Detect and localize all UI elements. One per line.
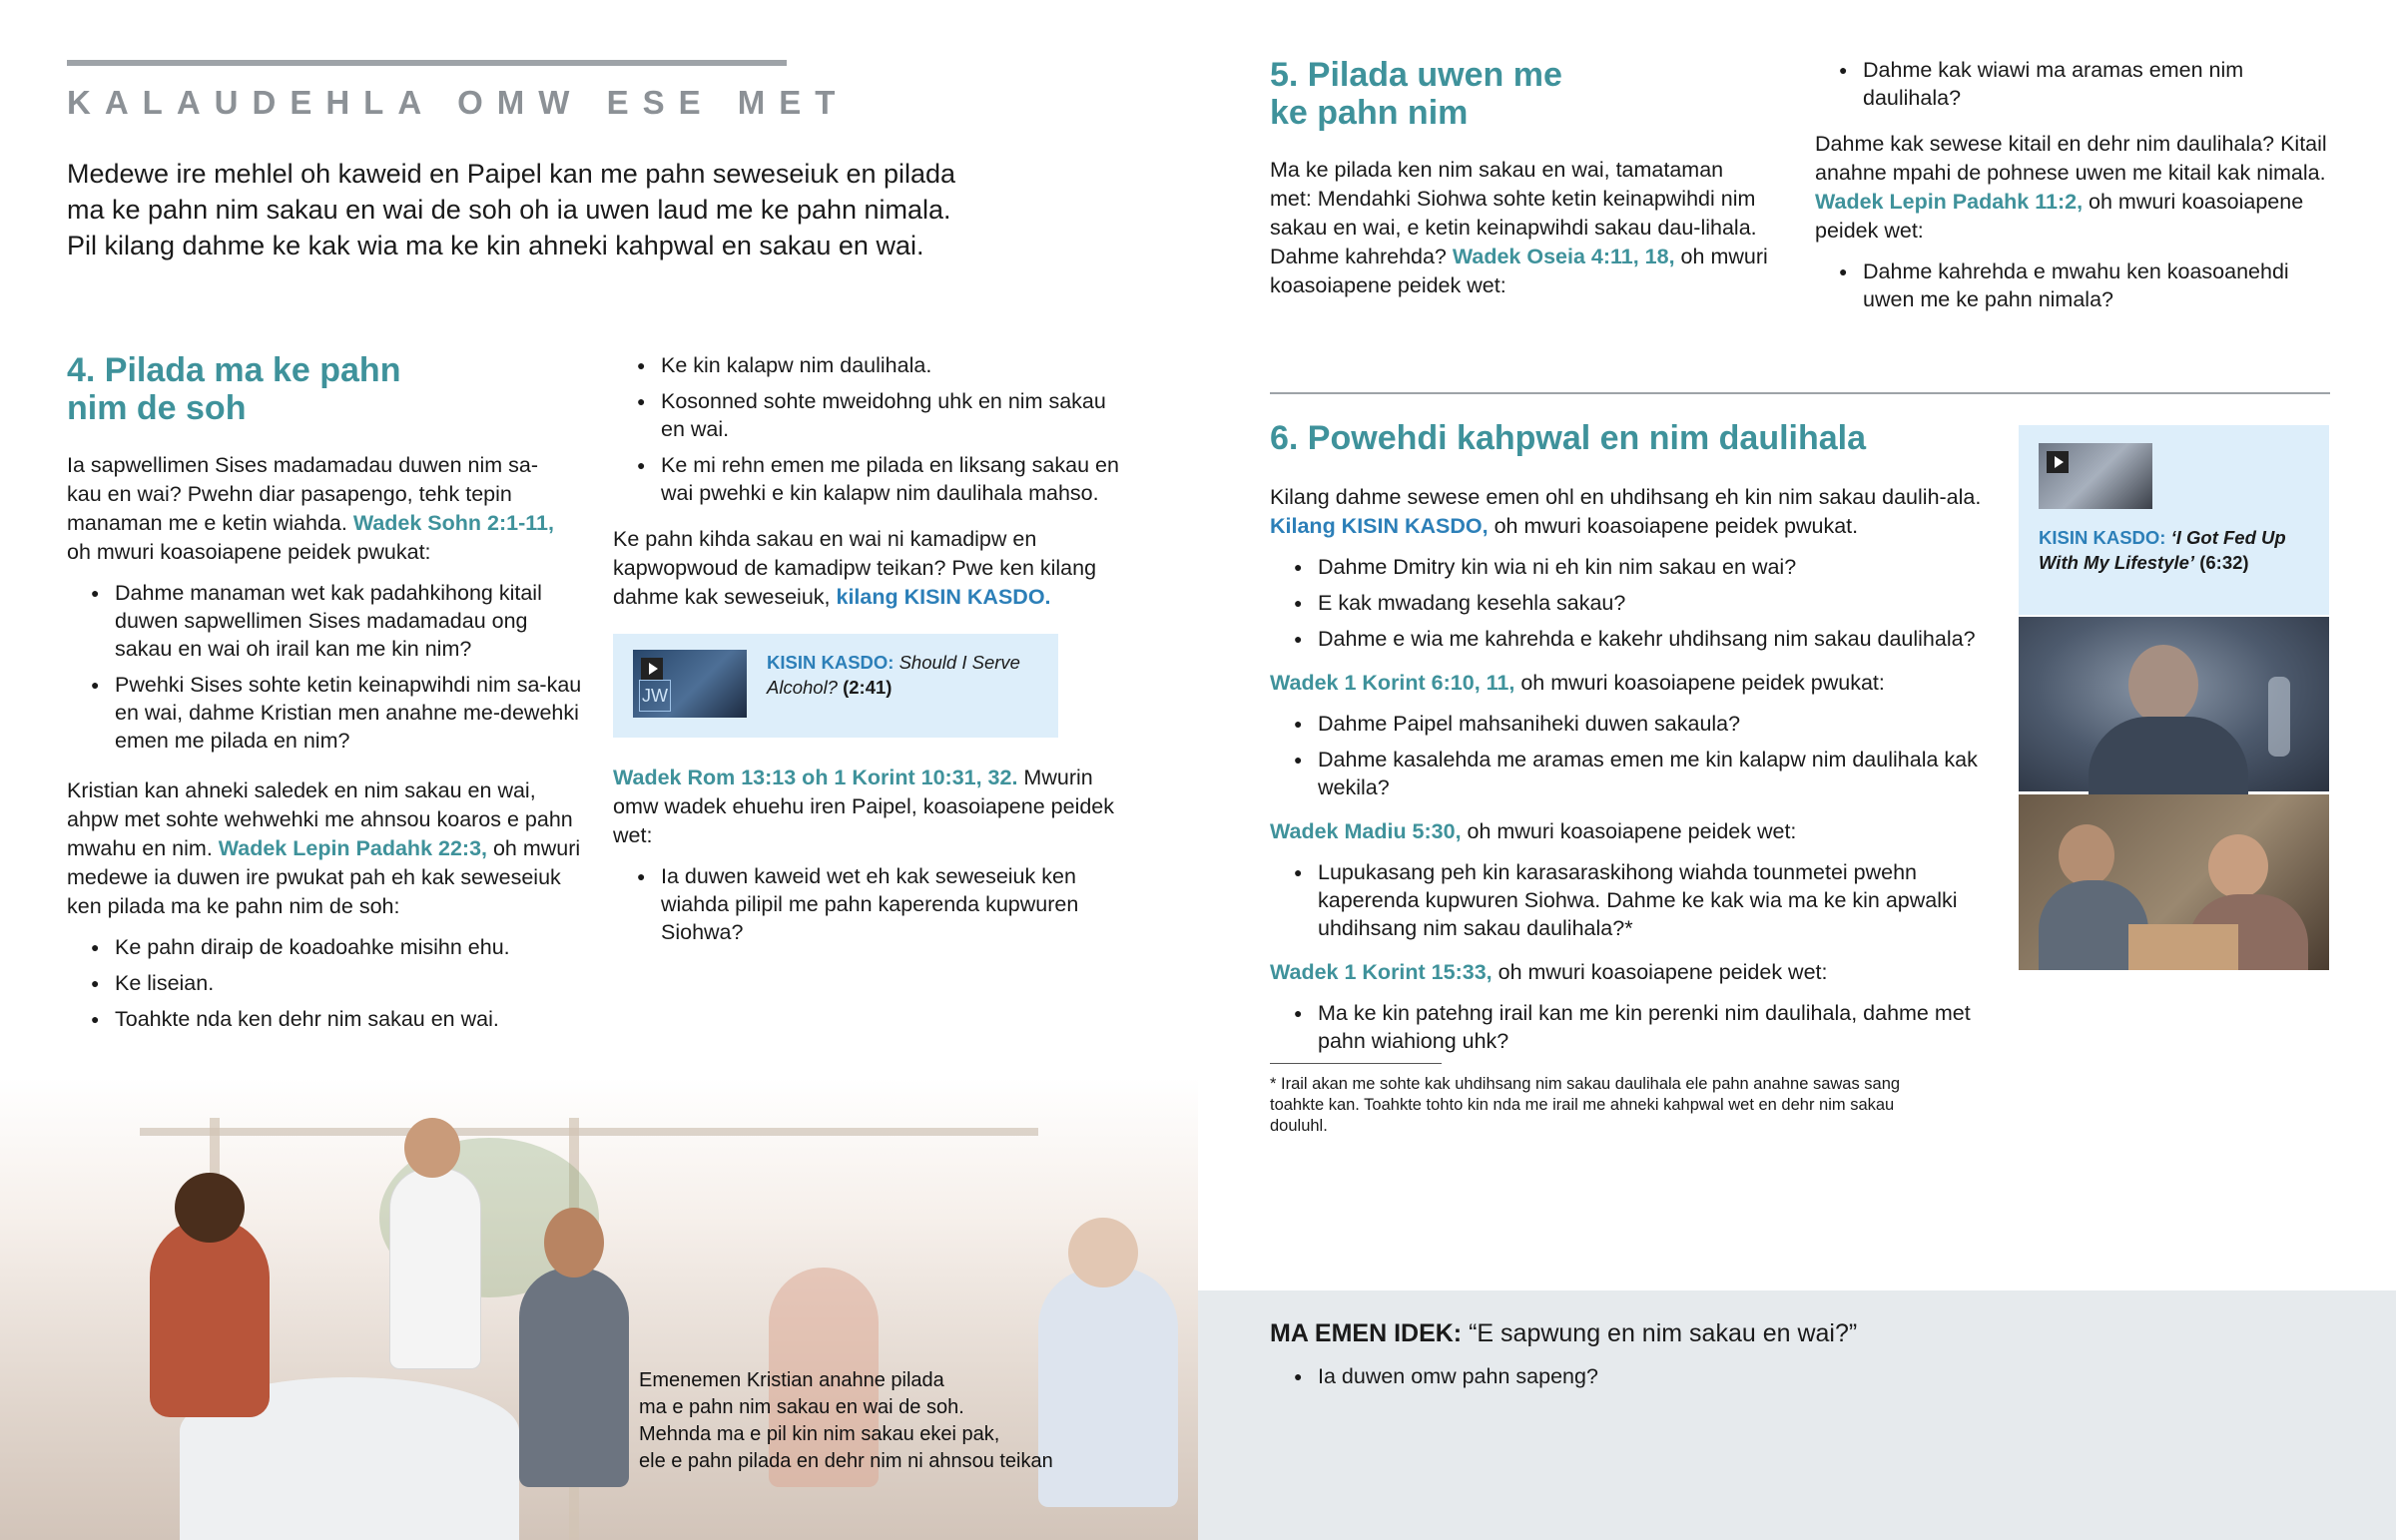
list-item: ● Dahme e wia me kahrehda e kakehr uhdihsang nim sakau daulihala? — [1270, 625, 1999, 653]
video-thumbnail[interactable] — [633, 650, 747, 718]
footnote-rule — [1270, 1063, 1442, 1064]
section-4-para-3: Ke pahn kihda sakau en wai ni kamadipw en kapwopwoud de kamadipw teikan? Pwe ken kilang dahme kak seweseiuk, kilang KISIN KASDO. — [613, 527, 1097, 609]
scripture-ref[interactable]: Wadek 1 Korint 15:33, — [1270, 960, 1493, 984]
ma-emen-idek-box — [1198, 1290, 2396, 1540]
woman-figure — [150, 1218, 270, 1417]
play-icon — [2047, 451, 2069, 473]
video-link[interactable]: Kilang KISIN KASDO, — [1270, 514, 1489, 538]
list-item: ● Ke kin kalapw nim daulihala. — [613, 351, 1132, 379]
section-6-ref-4: Wadek 1 Korint 15:33, oh mwuri koasoiapene peidek wet: — [1270, 960, 1828, 984]
section-5-para-1: Ma ke pilada ken nim sakau en wai, tamataman met: Mendahki Siohwa sohte ketin keinapwihdi nim sakau en wai, e ketin keinapwihdi sakau dau-lihala. Dahme kahrehda? Wadek Oseia 4:11, 18, oh mwuri koasoiapene peidek wet: — [1270, 158, 1768, 297]
list-item: ● Ke mi rehn emen me pilada en liksang sakau en wai pwehki e kin kalapw nim daulihala mahso. — [613, 451, 1132, 507]
question-list — [1270, 710, 1999, 801]
video-thumbnail[interactable] — [2039, 443, 2152, 509]
question-list — [1270, 553, 1999, 653]
question-list — [613, 862, 1132, 946]
question-list — [1815, 56, 2334, 112]
footnote: * Irail akan me sohte kak uhdihsang nim sakau daulihala ele pahn anahne sawas sang toahkte kan. Toahkte tohto kin nda me irail me ahneki kahpwal wet en dehr nim sakau douluhl. — [1270, 1075, 1901, 1135]
list-item: ● Dahme manaman wet kak padahkihong kitail duwen sapwellimen Sises madamadau ong sakau en wai oh irail kan me kin nim? — [67, 579, 586, 663]
list-item: ● Ke pahn diraip de koadoahke misihn ehu. — [67, 933, 586, 961]
list-item: ● Kosonned sohte mweidohng uhk en nim sakau en wai. — [613, 387, 1132, 443]
question-list — [67, 933, 586, 1033]
list-item: ● Lupukasang peh kin karasaraskihong wiahda tounmetei pwehn kaperenda kupwuren Siohwa. Dahme ke kak wia ma ke kin apwalki uhdihsang nim sakau daulihala?* — [1270, 858, 1999, 942]
question-list — [1815, 257, 2334, 313]
restaurant-illustration — [0, 1078, 1198, 1540]
kicker-title: KALAUDEHLA OMW ESE MET — [67, 84, 850, 121]
list-item: ● Ia duwen kaweid wet eh kak seweseiuk ken wiahda pilipil me pahn kaperenda kupwuren Siohwa? — [613, 862, 1132, 946]
scripture-ref[interactable]: Wadek 1 Korint 6:10, 11, — [1270, 671, 1515, 695]
list-item: ● Dahme kak wiawi ma aramas emen nim daulihala? — [1815, 56, 2334, 112]
scripture-ref[interactable]: Wadek Oseia 4:11, 18, — [1452, 245, 1675, 268]
list-item: ● Dahme Dmitry kin wia ni eh kin nim sakau en wai? — [1270, 553, 1999, 581]
section-5-col-1 — [1270, 56, 1769, 300]
section-5-col-2 — [1815, 56, 2334, 321]
man-figure — [519, 1268, 629, 1487]
condition-list — [613, 351, 1132, 507]
video-caption: KISIN KASDO: Should I Serve Alcohol? (2:41) — [767, 652, 1020, 698]
jw-logo: JW — [639, 680, 671, 712]
section-4-para-1: Ia sapwellimen Sises madamadau duwen nim sa- kau en wai? Pwehn diar pasapengo, tehk tepin manaman me e ketin wiahda. Wadek Sohn 2:1-11, oh mwuri koasoiapene peidek pwukat: — [67, 453, 554, 564]
section-4-para-2: Kristian kan ahneki saledek en nim sakau en wai, ahpw met sohte wehwehki me ahnsou koaros e pahn mwahu en nim. Wadek Lepin Padahk 22:3, oh mwuri medewe ia duwen ire pwukat pah eh kak seweseiuk ken pilada ma ke pahn nim de soh: — [67, 778, 581, 918]
section-5-title: 5. Pilada uwen me ke pahn nim — [1270, 56, 1562, 132]
section-4-col-2 — [613, 351, 1132, 954]
list-item: ● Ia duwen omw pahn sapeng? — [1270, 1362, 2168, 1390]
video-card[interactable] — [613, 634, 1058, 738]
intro-text: Medewe ire mehlel oh kaweid en Paipel kan me pahn seweseiuk en pilada ma ke pahn nim sakau en wai de soh oh ia uwen laud me ke pahn nimala. Pil kilang dahme ke kak wia ma ke kin ahneki kahpwal en sakau en wai. — [67, 159, 956, 260]
video-card-sidebar[interactable] — [2019, 425, 2329, 615]
scripture-ref[interactable]: Wadek Lepin Padahk 22:3, — [218, 836, 487, 860]
section-6-para-1: Kilang dahme sewese emen ohl en uhdihsang eh kin nim sakau daulih-ala. Kilang KISIN KASDO, oh mwuri koasoiapene peidek pwukat. — [1270, 485, 1982, 538]
section-4-para-4: Wadek Rom 13:13 oh 1 Korint 10:31, 32. Mwurin omw wadek ehuehu iren Paipel, koasoiapene peidek wet: — [613, 766, 1115, 847]
question-list — [1270, 1362, 2168, 1398]
scripture-ref[interactable]: Wadek Madiu 5:30, — [1270, 819, 1462, 843]
list-item: ● Ma ke kin patehng irail kan me kin perenki nim daulihala, dahme met pahn wiahiong uhk? — [1270, 999, 1999, 1055]
list-item: ● Ke liseian. — [67, 969, 586, 997]
study-group-photo — [2019, 794, 2329, 970]
list-item: ● E kak mwadang kesehla sakau? — [1270, 589, 1999, 617]
play-icon — [641, 658, 663, 680]
list-item: ● Dahme kasalehda me aramas emen me kin kalapw nim daulihala kak wekila? — [1270, 746, 1999, 801]
scripture-ref[interactable]: Wadek Lepin Padahk 11:2, — [1815, 190, 2084, 214]
list-item: ● Toahkte nda ken dehr nim sakau en wai. — [67, 1005, 586, 1033]
scripture-ref[interactable]: Wadek Sohn 2:1-11, — [352, 511, 554, 535]
pergola — [140, 1088, 1038, 1136]
question-list — [1270, 858, 1999, 942]
idek-heading: MA EMEN IDEK: “E sapwung en nim sakau en wai?” — [1270, 1319, 1858, 1347]
section-6 — [1270, 419, 1999, 1137]
section-4-col-1 — [67, 351, 586, 1041]
man-with-bottle-photo — [2019, 617, 2329, 791]
question-list — [67, 579, 586, 755]
kicker-rule — [67, 60, 787, 66]
section-5-para-2: Dahme kak sewese kitail en dehr nim daulihala? Kitail anahne mpahi de pohnese uwen me kitail kak nimala. Wadek Lepin Padahk 11:2, oh mwuri koasoiapene peidek wet: — [1815, 132, 2327, 243]
list-item: ● Dahme kahrehda e mwahu ken koasoanehdi uwen me ke pahn nimala? — [1815, 257, 2334, 313]
section-6-ref-2: Wadek 1 Korint 6:10, 11, oh mwuri koasoiapene peidek pwukat: — [1270, 671, 1885, 695]
video-link[interactable]: kilang KISIN KASDO. — [836, 585, 1051, 609]
scripture-ref[interactable]: Wadek Rom 13:13 oh 1 Korint 10:31, 32. — [613, 766, 1018, 789]
section-4-title: 4. Pilada ma ke pahn nim de soh — [67, 351, 401, 427]
illustration-caption: Emenemen Kristian anahne pilada ma e pahn nim sakau en wai de soh. Mehnda ma e pil kin nim sakau ekei pak, ele e pahn pilada en dehr nim ni ahnsou teikan — [639, 1369, 1053, 1472]
video-caption: KISIN KASDO: ‘I Got Fed Up With My Lifestyle’ (6:32) — [2039, 527, 2286, 573]
list-item: ● Pwehki Sises sohte ketin keinapwihdi nim sa-kau en wai, dahme Kristian men anahne me-dewehki emen me pilada en nim? — [67, 671, 586, 755]
section-6-ref-3: Wadek Madiu 5:30, oh mwuri koasoiapene peidek wet: — [1270, 819, 1797, 843]
section-divider — [1270, 392, 2330, 394]
list-item: ● Dahme Paipel mahsanihеki duwen sakaula? — [1270, 710, 1999, 738]
waiter-figure — [389, 1168, 481, 1369]
section-6-title: 6. Powehdi kahpwal en nim daulihala — [1270, 419, 1867, 457]
question-list — [1270, 999, 1999, 1055]
bottle-icon — [2268, 677, 2290, 757]
